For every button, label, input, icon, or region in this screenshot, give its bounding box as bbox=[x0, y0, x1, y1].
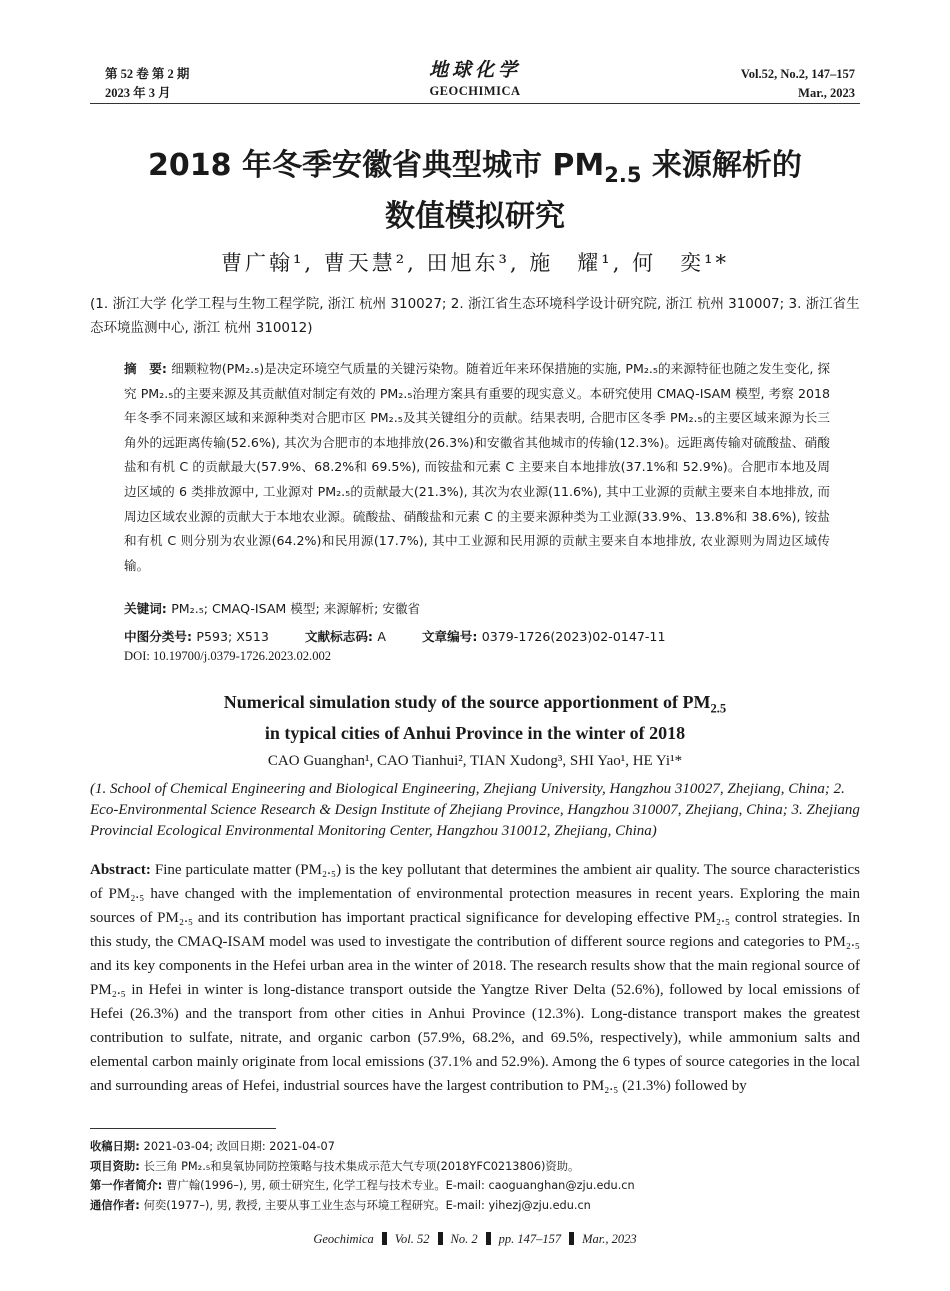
footnote-received bbox=[90, 1137, 860, 1157]
article-number-value: 0379-1726(2023)02-0147-11 bbox=[481, 629, 666, 644]
date-cn: 2023 年 3 月 bbox=[105, 86, 171, 100]
footer-separator bbox=[382, 1232, 387, 1245]
cn-keywords-text: PM₂.₅; CMAQ-ISAM 模型; 来源解析; 安徽省 bbox=[171, 601, 421, 616]
funding-value: 长三角 PM₂.₅和臭氧协同防控策略与技术集成示范大气专项(2018YFC0213806)资助。 bbox=[143, 1159, 580, 1173]
footnote-corresponding bbox=[90, 1196, 860, 1216]
cn-title-part1: 2018 年冬季安徽省典型城市 PM bbox=[148, 148, 605, 183]
english-abstract bbox=[90, 858, 860, 1098]
chinese-authors: 曹广翰¹, 曹天慧², 田旭东³, 施 耀¹, 何 奕¹* bbox=[221, 251, 729, 275]
footer-date: Mar., 2023 bbox=[582, 1232, 637, 1246]
page-footer bbox=[90, 1232, 860, 1247]
journal-logo: 地球化学 bbox=[428, 60, 521, 81]
journal-header bbox=[90, 60, 860, 104]
volume-issue-cn: 第 52 卷 第 2 期 bbox=[105, 67, 190, 81]
footnote-divider bbox=[90, 1128, 276, 1129]
footer-volume: Vol. 52 bbox=[394, 1232, 430, 1246]
footer-separator bbox=[569, 1232, 574, 1245]
cn-title-part2: 来源解析的 bbox=[641, 148, 802, 183]
doccode-label: 文献标志码: bbox=[304, 629, 378, 644]
en-title-part1: Numerical simulation study of the source apportionment of PM bbox=[223, 692, 711, 712]
cn-abstract-text: 细颗粒物(PM₂.₅)是决定环境空气质量的关键污染物。随着近年来环保措施的实施, PM₂.₅的来源特征也随之发生变化, 探究 PM₂.₅的主要来源及其贡献值对制定有效的 PM₂.₅治理方案具有重要的现实意义。本研究使用 CMAQ-ISAM 模型, 考察 2018 年冬季不同来源区域和来源种类对合肥市区 PM₂.₅及其关键组分的贡献。结果表明, 合肥市区冬季 PM₂.₅的主要区域来源为长三角外的远距离传输(52.6%), 其次为合肥市的本地排放(26.3%)和安徽省其他城市的传输(12.3%)。远距离传输对硫酸盐、硝酸盐和有机 C 的贡献最大(57.9%、68.2%和 69.5%), 而铵盐和元素 C 主要来自本地排放(37.1%和 52.9%)。合肥市本地及周边区域的 6 类排放源中, 工业源对 PM₂.₅的贡献最大(21.3%), 其次为农业源(11.6%), 其中工业源的贡献主要来自本地排放, 而周边区域农业源的贡献大于本地农业源。硫酸盐、硝酸盐和元素 C 的主要来源种类为工业源(33.9%、13.8%和 38.6%), 铵盐和有机 C 则分别为农业源(64.2%)和民用源(17.7%), 其中工业源和民用源的贡献主要来自本地排放, 农业源则为周边区域传输。 bbox=[124, 361, 830, 573]
english-authors: CAO Guanghan¹, CAO Tianhui², TIAN Xudong³, SHI Yao¹, HE Yi¹* bbox=[267, 753, 683, 769]
cn-title-line2: 数值模拟研究 bbox=[385, 199, 565, 234]
doi[interactable]: DOI: 10.19700/j.0379-1726.2023.02.002 bbox=[124, 649, 332, 663]
header-right bbox=[741, 65, 855, 103]
chinese-abstract bbox=[124, 357, 830, 578]
english-affiliations: (1. School of Chemical Engineering and Biological Engineering, Zhejiang University, Hangzhou 310027, Zhejiang, China; 2. Eco-Environmental Science Research & Design Institute of Zhejiang Province, Hangzhou 310007, Zhejiang, China; 3. Zhejiang Provincial Ecological Environmental Monitoring Center, Hangzhou 310012, Zhejiang, China) bbox=[90, 781, 860, 839]
chinese-keywords bbox=[124, 598, 830, 617]
chinese-affiliations: (1. 浙江大学 化学工程与生物工程学院, 浙江 杭州 310027; 2. 浙江省生态环境科学设计研究院, 浙江 杭州 310007; 3. 浙江省生态环境监测中心, 浙江 杭州 310012) bbox=[90, 296, 860, 336]
footer-issue: No. 2 bbox=[450, 1232, 478, 1246]
article-number-label: 文章编号: bbox=[421, 629, 482, 644]
header-divider bbox=[90, 103, 860, 104]
english-title bbox=[90, 690, 860, 745]
footnote-funding bbox=[90, 1157, 860, 1177]
clc-label: 中图分类号: bbox=[124, 629, 197, 644]
footer-separator bbox=[486, 1232, 491, 1245]
date-en: Mar., 2023 bbox=[798, 86, 855, 100]
footnote-first-author bbox=[90, 1176, 860, 1196]
footer-journal: Geochimica bbox=[313, 1232, 374, 1246]
journal-name: GEOCHIMICA bbox=[429, 84, 521, 98]
en-abstract-text: Fine particulate matter (PM₂.₅) is the key pollutant that determines the ambient air quality. The source characteristics of PM₂.₅ have changed with the implementation of environmental protection measures in recent years. Exploring the main sources of PM₂.₅ and its contribution has important practical significance for developing effective PM₂.₅ control strategies. In this study, the CMAQ-ISAM model was used to investigate the contribution of different source regions and categories to PM₂.₅ and its key components in the Hefei urban area in the winter of 2018. The research results show that the main regional source of PM₂.₅ in Hefei in winter is long-distance transport outside the Yangtze River Delta (52.6%), followed by local emissions of Hefei (26.3%) and the transport from other cities in Anhui Province (12.3%). Long-distance transport makes the greatest contribution to sulfate, nitrate, and organic carbon (57.9%, 68.2%, and 69.5%, respectively), while ammonium salts and elemental carbon mainly originate from local emissions (37.1% and 52.9%). Among the 6 types of source categories in the local and surrounding areas of Hefei, industrial sources have the largest contribution to PM₂.₅ (21.3%) followed by bbox=[90, 862, 860, 1094]
first-author-value: 曹广翰(1996–), 男, 硕士研究生, 化学工程与技术专业。E-mail: caoguanghan@zju.edu.cn bbox=[166, 1179, 635, 1193]
footnotes bbox=[90, 1137, 860, 1216]
funding-label: 项目资助: bbox=[90, 1159, 144, 1173]
chinese-title bbox=[90, 145, 860, 238]
first-author-label: 第一作者简介: bbox=[90, 1179, 167, 1193]
classification-line bbox=[124, 626, 830, 645]
en-title-subscript: 2.5 bbox=[710, 701, 727, 716]
corresponding-label: 通信作者: bbox=[90, 1199, 144, 1213]
cn-keywords-label: 关键词: bbox=[124, 601, 172, 616]
clc-value: P593; X513 bbox=[196, 629, 269, 644]
received-label: 收稿日期: bbox=[90, 1140, 144, 1153]
footer-pages: pp. 147–157 bbox=[498, 1232, 562, 1246]
volume-pages-en: Vol.52, No.2, 147–157 bbox=[740, 67, 855, 81]
doccode-value: A bbox=[377, 629, 386, 644]
footer-separator bbox=[438, 1232, 443, 1245]
received-value: 2021-03-04; 改回日期: 2021-04-07 bbox=[143, 1140, 335, 1153]
corresponding-value: 何奕(1977–), 男, 教授, 主要从事工业生态与环境工程研究。E-mail: yihezj@zju.edu.cn bbox=[143, 1199, 591, 1213]
en-title-line2: in typical cities of Anhui Province in the winter of 2018 bbox=[264, 722, 686, 743]
cn-abstract-label: 摘 要: bbox=[124, 361, 172, 376]
cn-title-subscript: 2.5 bbox=[604, 163, 642, 187]
en-abstract-label: Abstract: bbox=[90, 862, 151, 878]
